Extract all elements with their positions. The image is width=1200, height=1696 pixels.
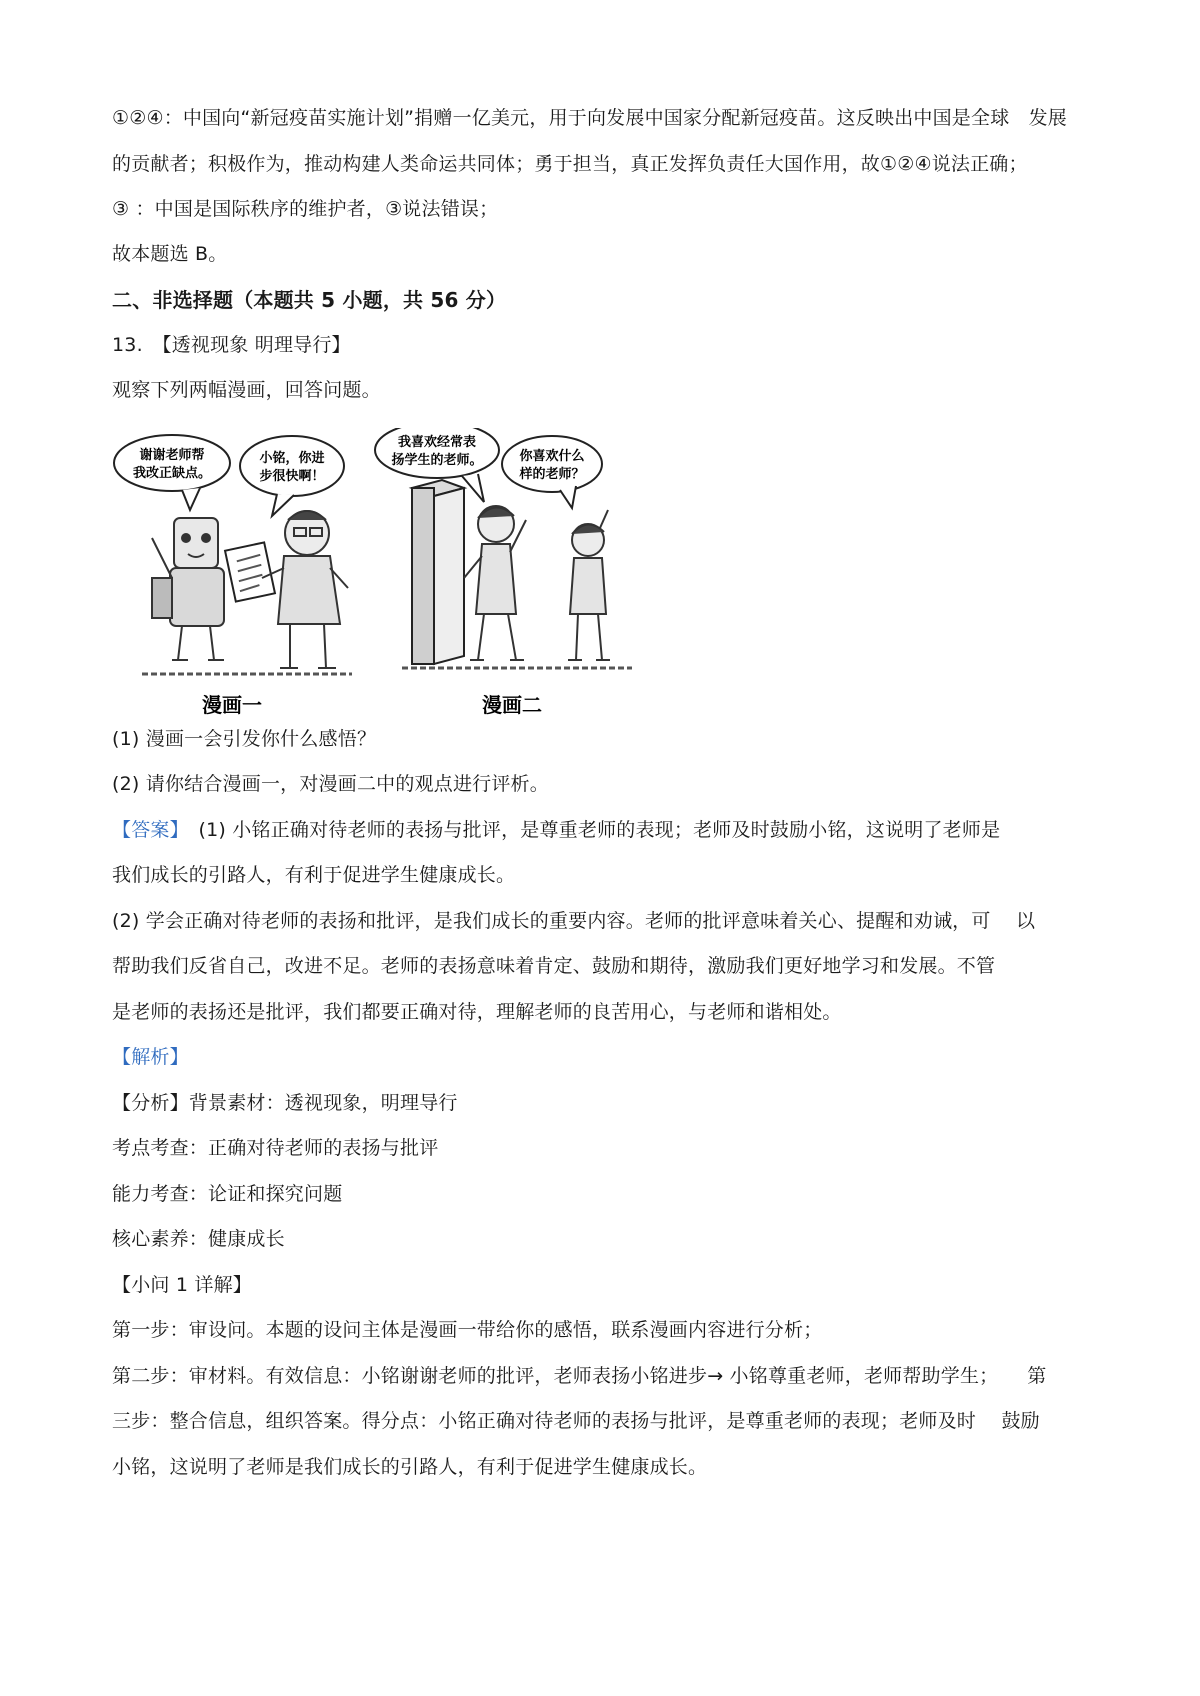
analysis-step-2-line-3: 小铭，这说明了老师是我们成长的引路人，有利于促进学生健康成长。 bbox=[112, 1456, 708, 1478]
comic1-right-bubble-text-1: 小铭，你进 bbox=[259, 451, 325, 466]
prev-explanation-line-1: ①②④：中国向“新冠疫苗实施计划”捐赠一亿美元，用于向发展中国家分配新冠疫苗。这反映出中国是全球 发展 bbox=[112, 107, 1067, 129]
answer-2-text-1: (2) 学会正确对待老师的表扬和批评，是我们成长的重要内容。老师的批评意味着关心、提醒和劝诫，可 以 bbox=[112, 910, 1036, 932]
analysis-background: 【分析】背景素材：透视现象，明理导行 bbox=[112, 1092, 458, 1114]
comic2-right-bubble bbox=[502, 436, 602, 492]
analysis-nengli: 能力考查：论证和探究问题 bbox=[112, 1183, 343, 1205]
comic2-right-bubble-text-1: 你喜欢什么 bbox=[519, 449, 585, 464]
question-prompt: 观察下列两幅漫画，回答问题。 bbox=[112, 379, 381, 401]
analysis-suyang: 核心素养：健康成长 bbox=[112, 1228, 285, 1250]
analysis-step-1: 第一步：审设问。本题的设问主体是漫画一带给你的感悟，联系漫画内容进行分析； bbox=[112, 1319, 823, 1341]
comic2-right-bubble-text-2: 样的老师？ bbox=[519, 467, 585, 482]
comic1-caption: 漫画一 bbox=[202, 693, 262, 717]
answer-1-text-1: (1) 小铭正确对待老师的表扬与批评，是尊重老师的表现；老师及时鼓励小铭，这说明了老师是 bbox=[179, 819, 1001, 841]
prev-answer-choice: 故本题选 B。 bbox=[112, 243, 228, 265]
answer-line-1 bbox=[112, 818, 1102, 842]
section-heading: 二、非选择题（本题共 5 小题，共 56 分） bbox=[112, 288, 507, 312]
sub-question-1: (1) 漫画一会引发你什么感悟？ bbox=[112, 728, 377, 750]
comic-two bbox=[375, 428, 632, 717]
analysis-kaodian: 考点考查：正确对待老师的表扬与批评 bbox=[112, 1137, 439, 1159]
prev-explanation-line-3: ③ ：中国是国际秩序的维护者，③说法错误； bbox=[112, 198, 499, 220]
comic1-left-bubble-text-1: 谢谢老师帮 bbox=[139, 448, 205, 463]
answer-label: 【答案】 bbox=[112, 819, 180, 841]
sub-question-2: (2) 请你结合漫画一，对漫画二中的观点进行评析。 bbox=[112, 773, 549, 795]
comic-one bbox=[114, 435, 352, 717]
comic1-right-bubble-text-2: 步很快啊！ bbox=[259, 469, 325, 484]
comic2-left-bubble-text-1: 我喜欢经常表 bbox=[397, 435, 477, 450]
comic1-left-bubble bbox=[114, 435, 230, 491]
comics-illustration bbox=[112, 428, 692, 718]
comic2-left-bubble-text-2: 扬学生的老师。 bbox=[391, 453, 483, 468]
student-speaking-figure bbox=[464, 506, 526, 660]
comic1-left-bubble-text-2: 我改正缺点。 bbox=[132, 466, 212, 481]
prev-explanation-line-2: 的贡献者；积极作为，推动构建人类命运共同体；勇于担当，真正发挥负责任大国作用，故①②④说法正确； bbox=[112, 153, 1028, 175]
comic2-caption: 漫画二 bbox=[482, 693, 542, 717]
analysis-step-2-line-2: 三步：整合信息，组织答案。得分点：小铭正确对待老师的表扬与批评，是尊重老师的表现；老师及时 鼓励 bbox=[112, 1410, 1040, 1432]
comic1-right-bubble bbox=[240, 436, 344, 496]
other-student-figure bbox=[568, 510, 610, 660]
student-figure bbox=[152, 518, 224, 660]
analysis-xiaowen-heading: 【小问 1 详解】 bbox=[112, 1274, 252, 1296]
question-number-title: 13. 【透视现象 明理导行】 bbox=[112, 334, 351, 356]
analysis-label: 【解析】 bbox=[112, 1046, 189, 1068]
answer-2-text-2: 帮助我们反省自己，改进不足。老师的表扬意味着肯定、鼓励和期待，激励我们更好地学习和发展。不管 bbox=[112, 955, 996, 977]
analysis-step-2-line-1: 第二步：审材料。有效信息：小铭谢谢老师的批评，老师表扬小铭进步→ 小铭尊重老师，老师帮助学生； 第 bbox=[112, 1365, 1047, 1387]
paper-sheet bbox=[225, 542, 275, 601]
pillar bbox=[412, 480, 464, 664]
answer-2-text-3: 是老师的表扬还是批评，我们都要正确对待，理解老师的良苦用心，与老师和谐相处。 bbox=[112, 1001, 842, 1023]
answer-1-text-2: 我们成长的引路人，有利于促进学生健康成长。 bbox=[112, 864, 516, 886]
